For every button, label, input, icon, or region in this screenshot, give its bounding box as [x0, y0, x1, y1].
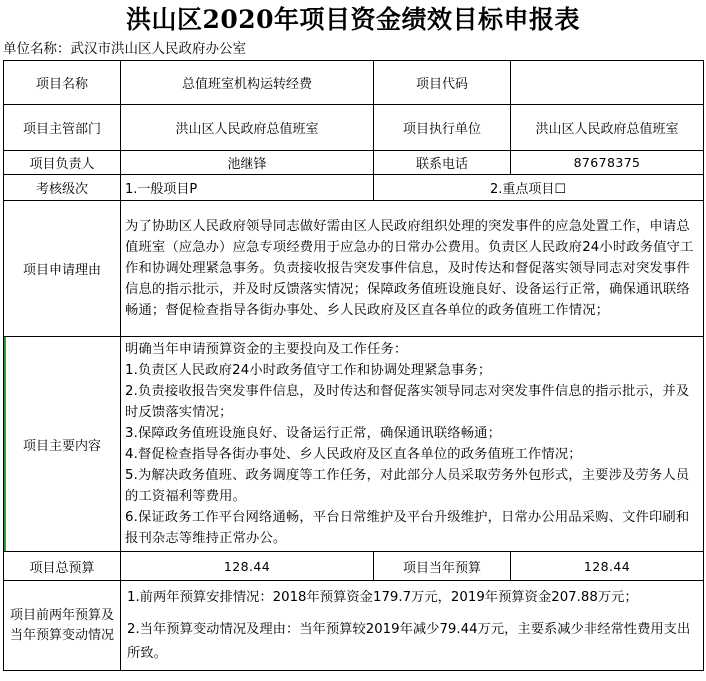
content-label: 项目主要内容 [4, 337, 121, 552]
total-budget-value[interactable]: 128.44 [121, 552, 374, 581]
row-project-name [4, 61, 704, 105]
dept-label: 项目主管部门 [4, 105, 121, 151]
leader-value[interactable]: 池继锋 [121, 151, 374, 175]
budget-change-line: 1.前两年预算安排情况：2018年预算资金179.7万元，2019年预算资金207.88万元； [127, 589, 638, 605]
row-reason [4, 201, 704, 337]
leader-label: 项目负责人 [4, 151, 121, 175]
total-budget-label: 项目总预算 [4, 552, 121, 581]
year-budget-label: 项目当年预算 [374, 552, 511, 581]
year-budget-value[interactable]: 128.44 [511, 552, 704, 581]
exec-value[interactable]: 洪山区人民政府总值班室 [511, 105, 704, 151]
budget-change-label: 项目前两年预算及当年预算变动情况 [4, 581, 121, 671]
form-title: 洪山区2020年项目资金绩效目标申报表 [125, 5, 581, 34]
content-line: 6.保证政务工作平台网络通畅，平台日常维护及平台升级维护，日常办公用品采购、文件印刷和报刊杂志等维持正常办公。 [125, 510, 690, 546]
budget-change-text[interactable] [121, 581, 704, 671]
phone-value[interactable]: 87678375 [511, 151, 704, 175]
budget-change-line: 2.当年预算变动情况及理由：当年预算较2019年减少79.44万元，主要系减少非经常性费用支出所致。 [127, 621, 691, 661]
unit-name-line: 单位名称：武汉市洪山区人民政府办公室 [3, 41, 246, 57]
content-line: 4.督促检查指导各街办事处、乡人民政府及区直各单位的政务值班工作情况； [125, 447, 582, 462]
project-code-label: 项目代码 [374, 61, 511, 105]
row-level [4, 175, 704, 201]
level-option-key[interactable]: 2.重点项目☐ [374, 175, 704, 201]
dept-value[interactable]: 洪山区人民政府总值班室 [121, 105, 374, 151]
exec-label: 项目执行单位 [374, 105, 511, 151]
reason-label: 项目申请理由 [4, 201, 121, 337]
project-code-value[interactable] [511, 61, 704, 105]
level-label: 考核级次 [4, 175, 121, 201]
row-content [4, 337, 704, 552]
content-line: 5.为解决政务值班、政务调度等工作任务，对此部分人员采取劳务外包形式，主要涉及劳务人员的工资福利等费用。 [125, 468, 690, 504]
content-line: 3.保障政务值班设施良好、设备运行正常，确保通讯联络畅通； [125, 426, 502, 441]
application-form-table [3, 60, 704, 671]
row-budget [4, 552, 704, 581]
phone-label: 联系电话 [374, 151, 511, 175]
content-line: 明确当年申请预算资金的主要投向及工作任务： [125, 342, 408, 357]
content-line: 1.负责区人民政府24小时政务值守工作和协调处理紧急事务； [125, 363, 492, 378]
reason-text[interactable]: 为了协助区人民政府领导同志做好需由区人民政府组织处理的突发事件的应急处置工作，申请总值班室（应急办）应急专项经费用于应急办的日常办公费用。负责区人民政府24小时政务值守工作和协调处理紧急事务。负责接收报告突发事件信息，及时传达和督促落实领导同志对突发事件信息的指示批示，并及时反馈落实情况；保障政务值班设施良好、设备运行正常，确保通讯联络畅通；督促检查指导各街办事处、乡人民政府及区直各单位的政务值班工作情况； [121, 201, 704, 337]
row-leader [4, 151, 704, 175]
row-budget-change [4, 581, 704, 671]
content-line: 2.负责接收报告突发事件信息，及时传达和督促落实领导同志对突发事件信息的指示批示，并及时反馈落实情况； [125, 384, 690, 420]
content-text[interactable] [121, 337, 704, 552]
row-department [4, 105, 704, 151]
level-option-general[interactable]: 1.一般项目P [121, 175, 374, 201]
project-name-value[interactable]: 总值班室机构运转经费 [121, 61, 374, 105]
project-name-label: 项目名称 [4, 61, 121, 105]
